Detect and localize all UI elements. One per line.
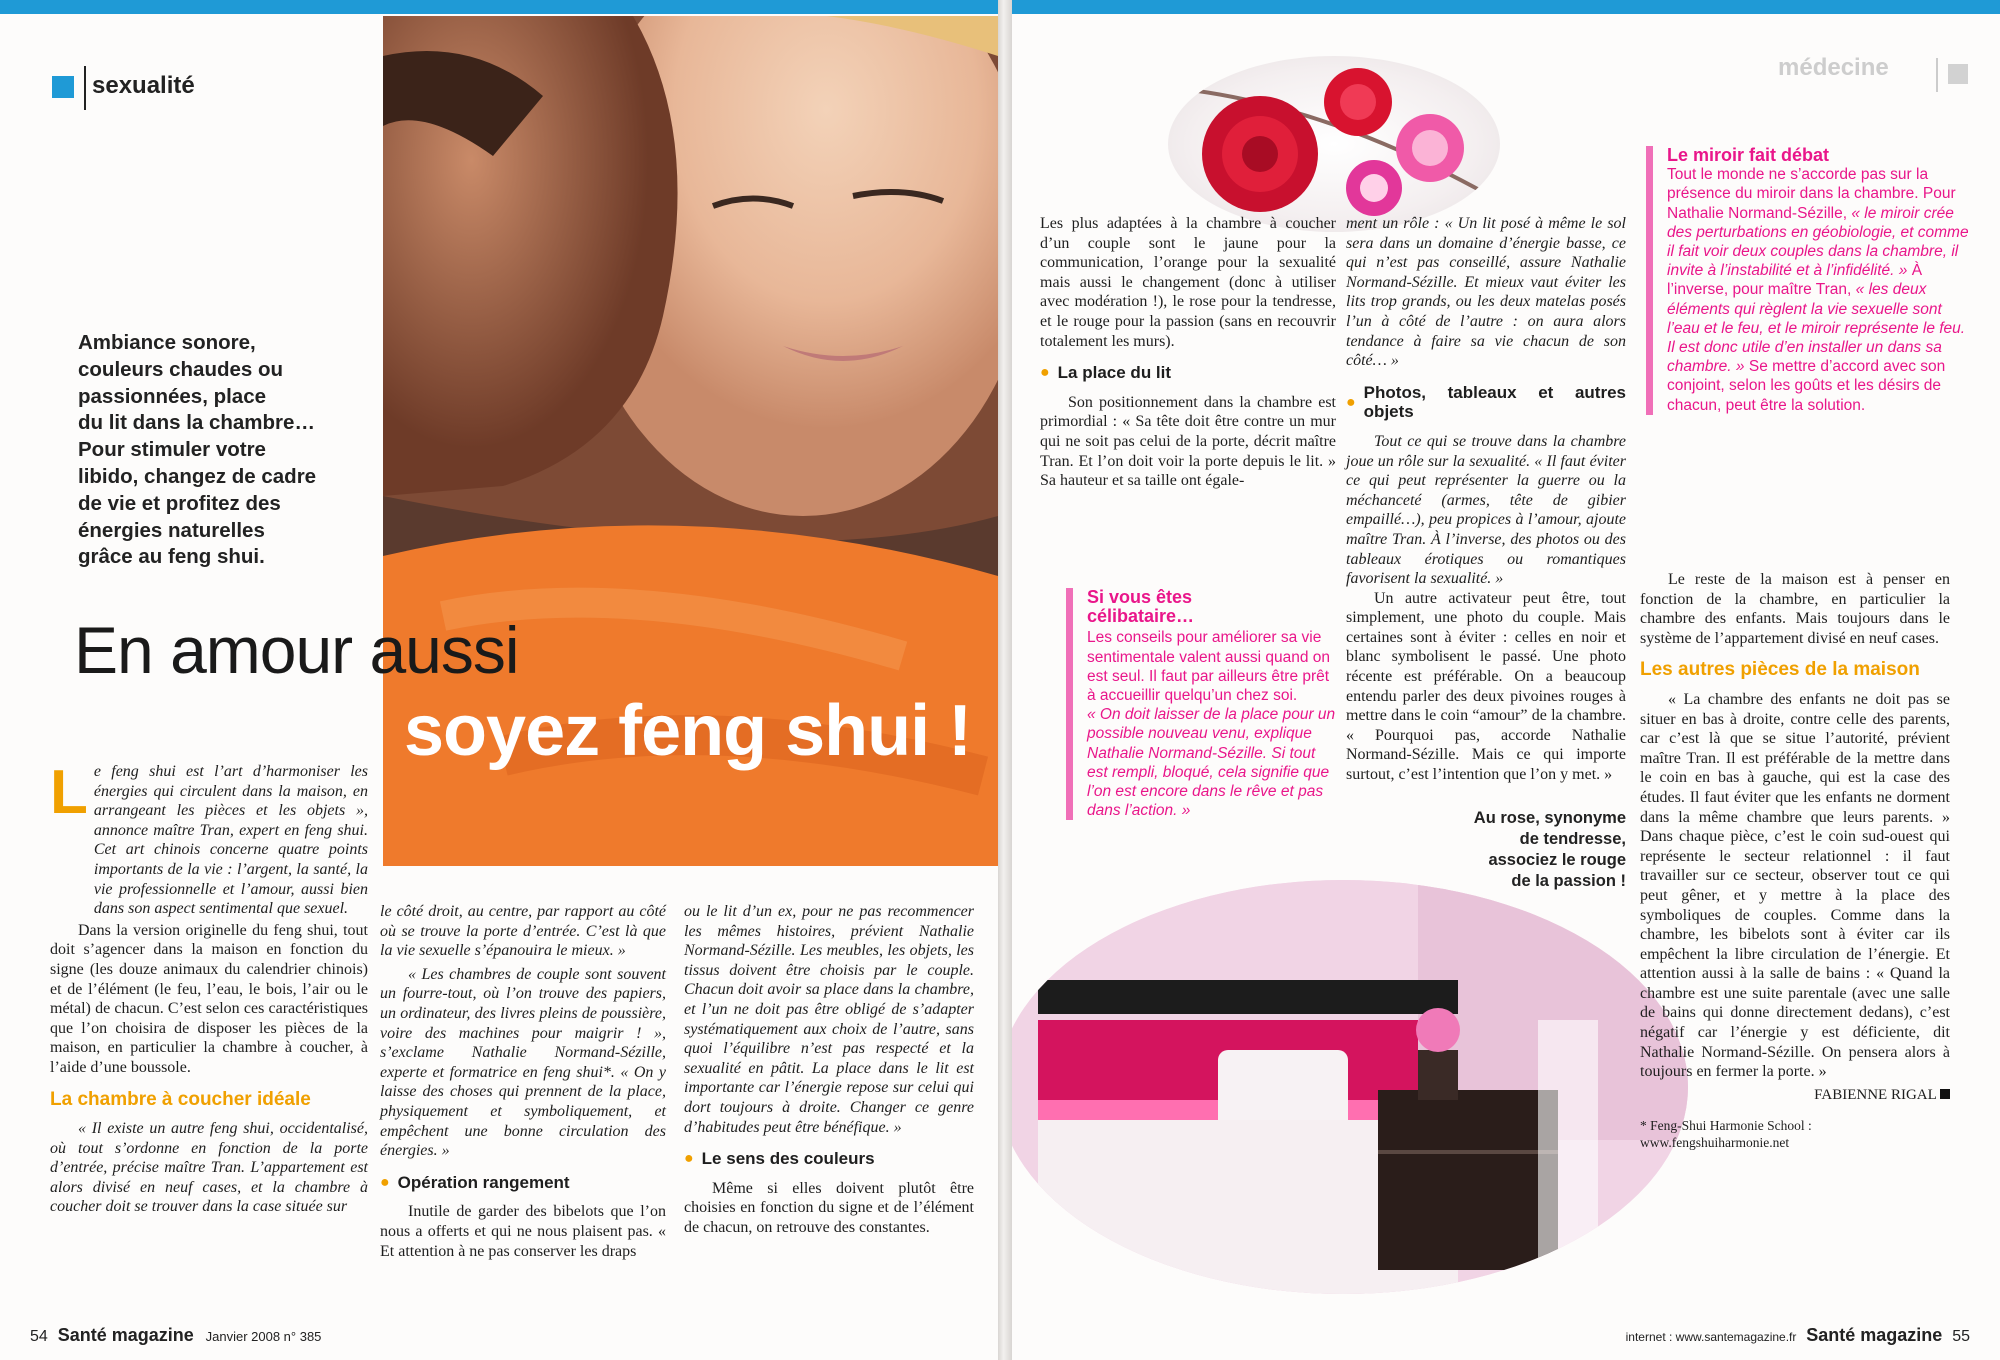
spine-gutter — [998, 0, 1012, 1360]
paragraph: Un autre activateur peut être, tout simplement, une photo du couple. Mais certaines sont à éviter : celles en noir et blanc symbolisent le passé. Une photo récente est préférable. On a beaucoup entendu parler des deux pivoines rouges à mettre dans le coin “amour” de la chambre. « Pourquoi pas, accorde Nathalie Normand-Sézille. Mais ce qui importe surtout, c’est l’intention que l’on y met. » — [1346, 589, 1626, 784]
bullet-heading-bed-placement — [1040, 363, 1336, 383]
section-divider — [1936, 58, 1938, 92]
paragraph: « La chambre des enfants ne doit pas se situer en bas à droite, contre celle des parents, car c’est là que se situe l’autorité, prévient maître Tran. Il est préférable de la mettre dans le coin en bas à gauche, qui est la case des études. Il faut éviter que les enfants ne dorment dans la même chambre que leurs parents. » Dans chaque pièce, c’est le coin sud-ouest qui représente le secteur relationnel : il faut travailler sur ce secteur, observer tout ce qui peut gêner, et y mettre à la place des symboliques de couples. Comme dans la chambre, les bibelots sont à éviter car ils empêchent la libre circulation de l’énergie. Et attention aussi à la salle de bains : « Quand la chambre est une suite parentale (avec une salle de bains qui donne directement dedans), c’est négatif car l’énergie y est déficiente, dit Nathalie Normand-Sézille. On pensera alors à toujours en fermer la porte. » — [1640, 690, 1950, 1081]
paragraph: le côté droit, au centre, par rapport au côté où se trouve la porte d’entrée. C’est là que la vie sexuelle s’épanouira le mieux. » — [380, 903, 666, 960]
headline-line-2: soyez feng shui ! — [404, 691, 972, 771]
website: internet : www.santemagazine.fr — [1625, 1330, 1797, 1344]
bullet-dot-icon: ● — [684, 1150, 694, 1168]
lede-line: Ambiance sonore, — [78, 331, 256, 354]
bullet-label: Photos, tableaux et autres objets — [1363, 382, 1626, 422]
paragraph: Les plus adaptées à la chambre à coucher d’un couple sont le jaune pour la communication, l’orange pour la sexualité mais aussi le changement (donc à utiliser avec modération !), le rose pour la tendresse, et le rouge pour la passion (sans en recouvrir totalement les murs). — [1040, 215, 1336, 350]
right-column-3 — [1640, 570, 1950, 1151]
caption-line: de la passion ! — [1511, 872, 1626, 890]
box-title: Le miroir fait débat — [1667, 145, 1830, 165]
top-color-bar — [0, 0, 998, 14]
bedroom-art — [1012, 880, 1688, 1294]
left-column-2 — [380, 902, 666, 1261]
lede-line: Pour stimuler votre — [78, 438, 266, 462]
roses-photo — [1168, 56, 1500, 232]
box-quote: « On doit laisser de la place pour un possible nouveau venu, explique Nathalie Normand-Sézille. Si tout est rempli, bloqué, cela signifie que l’on est encore dans le rêve et pas dans l’action. » — [1087, 706, 1336, 820]
bullet-heading-colors — [684, 1149, 974, 1169]
section-label: sexualité — [92, 72, 195, 99]
lede-line: couleurs chaudes ou — [78, 357, 284, 381]
intro-text: e feng shui est l’art d’harmoniser les énergies qui circulent dans la maison, en arrangeant les pièces et les objets », annonce maître Tran, expert en feng shui. Cet art chinois concerne quatre points importants de la vie : l’argent, la santé, la vie professionnelle et l’amour, aussi bien dans son aspect sentimental que sexuel. — [93, 763, 368, 918]
box-body: Tout le monde ne s’accorde pas sur la présence du miroir dans la chambre. Pour Nathalie Normand-Sézille, — [1667, 166, 1956, 222]
box-title: célibataire… — [1087, 606, 1195, 627]
lede-line: énergies naturelles — [78, 518, 265, 542]
photo-caption — [1412, 808, 1626, 892]
box-quote: « le miroir crée des perturbations en géobiologie, et comme il fait voir deux couples dans la chambre, il invite à l’instabilité et à l’infidélité. » — [1667, 204, 1969, 280]
lede — [78, 330, 378, 571]
section-square-icon — [1948, 64, 1968, 84]
left-column-3 — [684, 902, 974, 1238]
lede-line: de vie et profitez des — [78, 491, 281, 515]
box-body: À l’inverse, pour maître Tran, — [1667, 262, 1923, 299]
box-body: Se mettre d’accord avec son conjoint, selon les goûts et les désirs de chacun, peut être la solution. — [1667, 358, 1946, 414]
lede-line: passionnées, place — [78, 384, 267, 408]
paragraph: Le reste de la maison est à penser en fonction de la chambre, en particulier la chambre des enfants. Mais toujours dans le système de l’appartement divisé en neuf cases. — [1640, 571, 1950, 647]
caption-line: Au rose, synonyme — [1473, 809, 1626, 827]
paragraph: Tout ce qui se trouve dans la chambre joue un rôle sur la sexualité. « Il faut éviter ce qui peut représenter la guerre ou la méchanceté (armes, tête de gibier empaillé…), peu propices à l’amour, ajoute maître Tran. À l’inverse, des photos ou des tableaux érotiques ou romantiques favorisent la sexualité. » — [1346, 432, 1626, 588]
bullet-heading-cleanup — [380, 1173, 666, 1193]
bullet-dot-icon: ● — [1346, 393, 1356, 411]
paragraph: ment un rôle : « Un lit posé à même le sol sera dans un domaine d’énergie basse, ce qui n’est pas conseillé, assure Nathalie Normand-Sézille. Et mieux vaut éviter les lits trop grands, ou les deux matelas posés l’un à côté de l’autre : on aura alors tendance à faire sa vie chacun de son côté… » — [1346, 215, 1626, 370]
magazine-name: Santé magazine — [57, 1325, 194, 1345]
byline-name: FABIENNE RIGAL — [1814, 1086, 1937, 1103]
left-column-1 — [50, 758, 368, 1217]
bullet-label: Le sens des couleurs — [701, 1149, 875, 1169]
bullet-heading-photos — [1346, 383, 1626, 422]
paragraph: « Les chambres de couple sont souvent un fourre-tout, où l’on trouve des papiers, un ordinateur, des livres pleins de poussière, voire des machines pour maigrir ! », s’exclame Nathalie Normand-Sézille, experte et formatrice en feng shui*. « On y laisse des choses qui prennent de la place, physiquement et symboliquement, et empêchent une bonne circulation des énergies. » — [380, 965, 666, 1160]
paragraph: Dans la version originelle du feng shui, tout doit s’agencer dans la maison en fonction du signe (les douze animaux du calendrier chinois) et de l’élément (le feu, l’eau, le bois, l’air ou le métal) de chacun. C’est selon ces caractéristiques que l’on choisira de disposer les pièces de la maison, en particulier la chambre à coucher, à l’aide d’une boussole. — [50, 921, 368, 1076]
byline — [1640, 1086, 1950, 1106]
box-title: Si vous êtes — [1087, 587, 1193, 607]
bullet-label: La place du lit — [1057, 363, 1172, 383]
caption-line: de tendresse, — [1519, 830, 1626, 848]
right-page — [1012, 0, 2000, 1360]
right-column-1 — [1040, 214, 1336, 491]
bullet-dot-icon: ● — [380, 1173, 390, 1191]
bullet-label: Opération rangement — [397, 1172, 570, 1192]
page-number: 54 — [30, 1328, 48, 1345]
bullet-dot-icon: ● — [1040, 364, 1050, 382]
footnote: * Feng-Shui Harmonie School : www.fengshuiharmonie.net — [1640, 1118, 1812, 1151]
box-text — [1667, 165, 1976, 415]
box-single — [1066, 588, 1336, 820]
page-number: 55 — [1952, 1328, 1970, 1345]
box-mirror — [1646, 146, 1976, 415]
left-page — [0, 0, 998, 1360]
paragraph: ou le lit d’un ex, pour ne pas recommencer les mêmes histoires, prévient Nathalie Normand-Sézille. Les meubles, les objets, les tissus doivent être choisis par le couple. Chacun doit avoir sa place dans la chambre, et l’un ne doit pas être obligé de s’adapter systématiquement aux choix de l’autre, sans quoi l’équilibre n’est pas respecté et la sexualité en pâtit. La place dans le lit est importante car l’énergie repose sur celui qui dort toujours à droite. Changer ce genre d’habitudes peut être bénéfique. » — [684, 903, 974, 1136]
paragraph: Son positionnement dans la chambre est primordial : « Sa tête doit être contre un mur qui ne soit pas celui de la porte, décrit maître Tran. Et l’on doit voir la porte depuis le lit. » Sa hauteur et sa taille ont égale- — [1040, 393, 1336, 490]
intro — [50, 758, 368, 919]
box-quote: « les deux éléments qui règlent la vie sexuelle sont l’eau et le feu, et le miroir représente le feu. Il est donc utile d’en installer un dans sa chambre. » — [1667, 281, 1966, 376]
paragraph: Inutile de garder des bibelots que l’on nous a offerts et qui ne nous plaisent pas. « Et attention à ne pas conserver les draps — [380, 1203, 666, 1260]
paragraph: « Il existe un autre feng shui, occidentalisé, où tout s’ordonne en fonction de la porte d’entrée, précise maître Tran. L’appartement est alors divisé en neuf cases, et la chambre à coucher doit se trouver dans la case située sur — [50, 1120, 368, 1216]
issue-info: Janvier 2008 n° 385 — [205, 1329, 322, 1344]
lede-line: libido, changez de cadre — [78, 464, 317, 488]
paragraph: Même si elles doivent plutôt être choisies en fonction du signe et de l’élément de chacun, on retrouve des constantes. — [684, 1179, 974, 1236]
section-label-faint: médecine — [1778, 54, 1889, 81]
section-square-icon — [52, 76, 74, 98]
drop-cap: L — [50, 758, 88, 827]
subhead-ideal-bedroom: La chambre à coucher idéale — [50, 1088, 311, 1110]
right-footer — [1626, 1325, 1970, 1346]
magazine-name: Santé magazine — [1806, 1325, 1943, 1345]
roses-art — [1168, 56, 1500, 232]
bedroom-photo — [1012, 880, 1688, 1294]
top-color-bar — [1012, 0, 2000, 14]
left-footer — [30, 1325, 321, 1346]
subhead-other-rooms: Les autres pièces de la maison — [1640, 659, 1920, 681]
box-body: Les conseils pour améliorer sa vie sentimentale valent aussi quand on est seul. Il faut par ailleurs être prêt à accueillir quelqu’un chez soi. — [1087, 629, 1330, 705]
right-column-2 — [1346, 214, 1626, 785]
end-square-icon — [1940, 1089, 1950, 1099]
section-divider — [84, 66, 86, 110]
lede-line: du lit dans la chambre… — [78, 411, 315, 435]
headline-line-1: En amour aussi — [74, 613, 519, 687]
caption-line: associez le rouge — [1488, 851, 1626, 869]
lede-line: grâce au feng shui. — [78, 545, 265, 569]
